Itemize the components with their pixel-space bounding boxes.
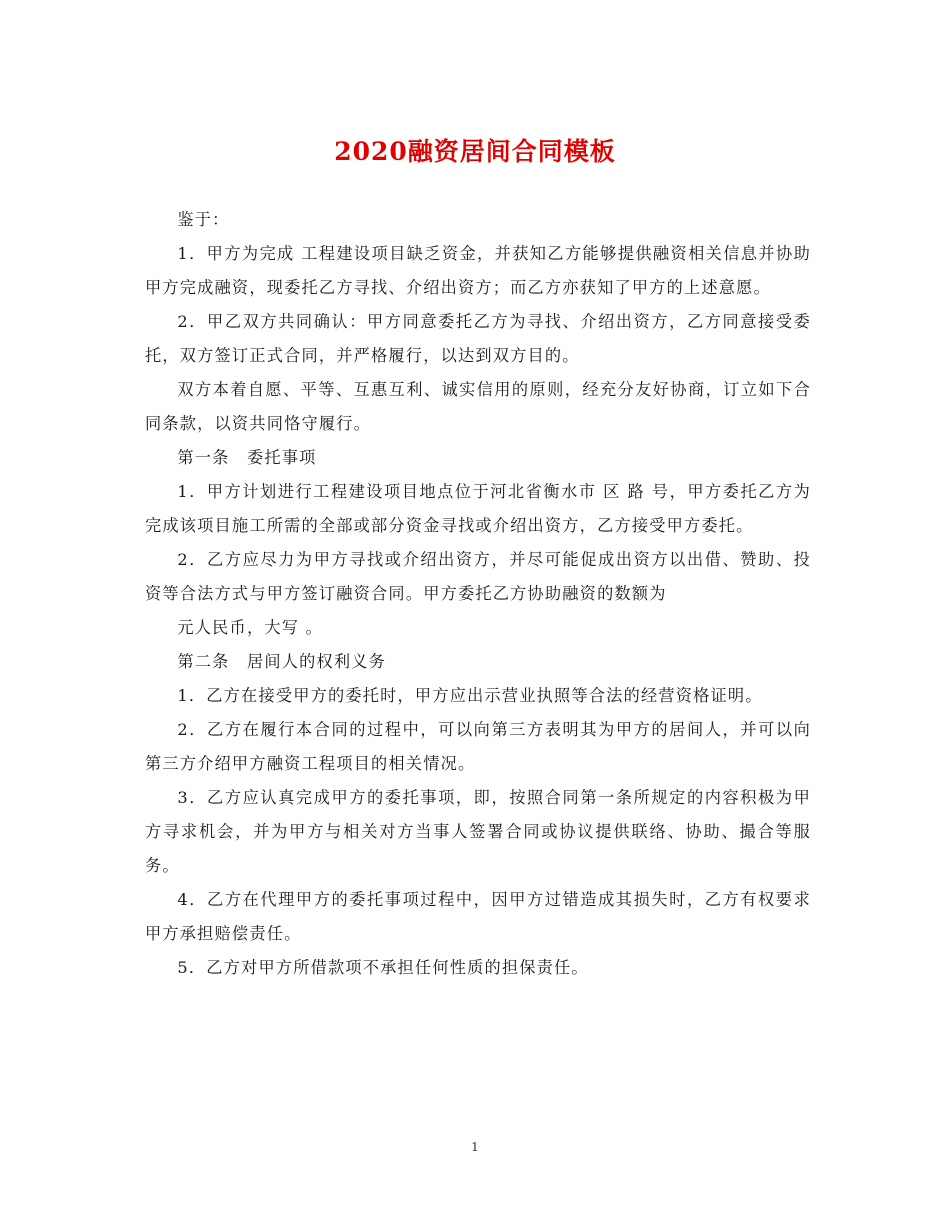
paragraph: 2．甲乙双方共同确认：甲方同意委托乙方为寻找、介绍出资方，乙方同意接受委托，双方签订正式合同，并严格履行，以达到双方目的。 xyxy=(145,312,811,365)
page-number: 1 xyxy=(471,1140,479,1154)
paragraph: 1．甲方计划进行工程建设项目地点位于河北省衡水市 区 路 号，甲方委托乙方为完成该项目施工所需的全部或部分资金寻找或介绍出资方，乙方接受甲方委托。 xyxy=(145,482,811,535)
document-body xyxy=(145,203,811,985)
section-heading: 第二条 居间人的权利义务 xyxy=(177,652,387,671)
document-title: 2020融资居间合同模板 xyxy=(334,137,616,166)
paragraph-preamble: 鉴于： xyxy=(177,210,230,229)
paragraph: 1．乙方在接受甲方的委托时，甲方应出示营业执照等合法的经营资格证明。 xyxy=(177,686,763,705)
paragraph: 2．乙方应尽力为甲方寻找或介绍出资方，并尽可能促成出资方以出借、赞助、投资等合法方式与甲方签订融资合同。甲方委托乙方协助融资的数额为 xyxy=(145,550,811,603)
paragraph: 4．乙方在代理甲方的委托事项过程中，因甲方过错造成其损失时，乙方有权要求甲方承担赔偿责任。 xyxy=(145,890,811,943)
paragraph: 2．乙方在履行本合同的过程中，可以向第三方表明其为甲方的居间人，并可以向第三方介绍甲方融资工程项目的相关情况。 xyxy=(145,720,811,773)
paragraph: 3．乙方应认真完成甲方的委托事项，即，按照合同第一条所规定的内容积极为甲方寻求机会，并为甲方与相关对方当事人签署合同或协议提供联络、协助、撮合等服务。 xyxy=(145,788,811,875)
paragraph: 1．甲方为完成 工程建设项目缺乏资金，并获知乙方能够提供融资相关信息并协助甲方完成融资，现委托乙方寻找、介绍出资方；而乙方亦获知了甲方的上述意愿。 xyxy=(145,244,811,297)
paragraph-continuation: 元人民币，大写 。 xyxy=(177,618,323,637)
section-heading: 第一条 委托事项 xyxy=(177,448,317,467)
paragraph: 5．乙方对甲方所借款项不承担任何性质的担保责任。 xyxy=(177,958,589,977)
paragraph: 双方本着自愿、平等、互惠互利、诚实信用的原则，经充分友好协商，订立如下合同条款，以资共同恪守履行。 xyxy=(145,380,811,433)
